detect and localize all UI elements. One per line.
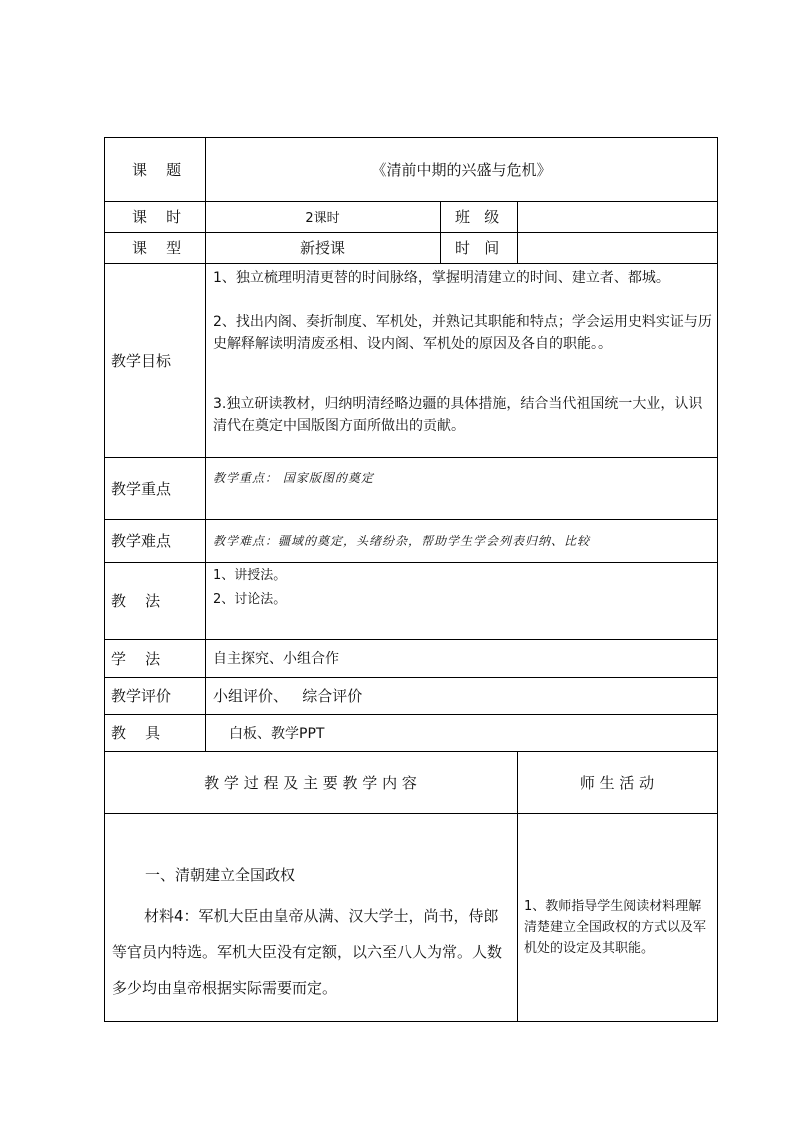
topic-value: 《清前中期的兴盛与危机》 — [371, 160, 552, 179]
class-label: 班 级 — [455, 208, 500, 226]
method-item-1: 1、讲授法。 — [213, 568, 287, 583]
hours-label: 课 时 — [132, 208, 182, 226]
tools-value: 白板、教学PPT — [229, 725, 325, 742]
objective-item-1: 1、独立梳理明清更替的时间脉络，掌握明清建立的时间、建立者、都城。 — [213, 270, 670, 286]
section-title: 一、清朝建立全国政权 — [145, 866, 296, 884]
type-value: 新授课 — [299, 239, 345, 257]
objective-item-2: 2、找出内阁、奏折制度、军机处，并熟记其职能和特点；学会运用史料实证与历史解释解读明清废丞相、设内阁、军机处的原因及各自的职能。。 — [213, 314, 712, 352]
key-point-value: 教学重点： 国家版图的奠定 — [213, 471, 374, 485]
topic-label: 课 题 — [132, 160, 182, 179]
objectives-label: 教学目标 — [111, 351, 172, 370]
material-text: 材料4：军机大臣由皇帝从满、汉大学士，尚书，侍郎等官员内特选。军机大臣没有定额，以六至八人为常。人数多少均由皇帝根据实际需要而定。 — [112, 907, 503, 997]
study-label: 学 法 — [111, 649, 161, 668]
method-item-2: 2、讨论法。 — [213, 592, 287, 607]
process-header-left: 教 学 过 程 及 主 要 教 学 内 容 — [204, 773, 417, 792]
hours-value: 2课时 — [305, 211, 340, 226]
tools-label: 教 具 — [111, 724, 161, 742]
difficulty-value: 教学难点：疆域的奠定，头绪纷杂，帮助学生学会列表归纳、比较 — [213, 534, 591, 548]
study-value: 自主探究、小组合作 — [213, 651, 339, 667]
activity-text: 1、教师指导学生阅读材料理解清楚建立全国政权的方式以及军机处的设定及其职能。 — [524, 899, 707, 956]
type-label: 课 型 — [132, 239, 182, 257]
time-label: 时 间 — [455, 239, 500, 257]
evaluation-label: 教学评价 — [111, 687, 172, 705]
key-point-label: 教学重点 — [111, 479, 172, 498]
process-header-right: 师 生 活 动 — [579, 773, 655, 792]
difficulty-label: 教学难点 — [111, 532, 172, 550]
objective-item-3: 3.独立研读教材，归纳明清经略边疆的具体措施，结合当代祖国统一大业，认识清代在奠定中国版图方面所做出的贡献。 — [213, 396, 703, 434]
method-label: 教 法 — [111, 592, 161, 610]
evaluation-value: 小组评价、 综合评价 — [213, 687, 363, 705]
